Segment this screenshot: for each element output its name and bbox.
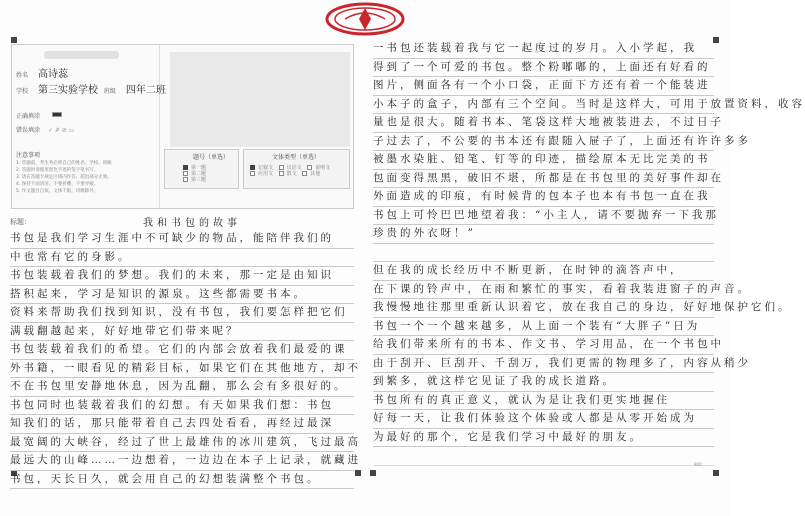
essay-line-text: 不在书包里安静地休息，因为乱翻，那么会有多很好的。 [10, 380, 348, 392]
essay-line-text: 好每一天，让我们体验这个体验或人都是从零开始成为 [373, 412, 697, 424]
essay-line [373, 114, 724, 133]
option-bubble[interactable] [250, 165, 255, 170]
class-label: 班级 [103, 88, 116, 95]
essay-line [373, 225, 714, 244]
school-emblem-icon [323, 2, 407, 36]
essay-line-text: 为最好的那个，它是我们学习中最好的朋友。 [373, 430, 643, 443]
essay-line-text: 给我们带来所有的书本、作文书、学习用品，在一个书包中 [373, 338, 724, 350]
essay-line [373, 244, 714, 263]
essay-line [373, 170, 724, 189]
essay-line [373, 96, 805, 115]
wrong-fill-label: 错误填涂 [16, 127, 41, 134]
essay-title: 我和书包的故事 [143, 218, 241, 229]
candidate-info-panel [11, 44, 354, 209]
essay-line-text: 但在我的成长经历中不断更新，在时钟的滴答声中， [373, 264, 684, 276]
essay-line [373, 40, 714, 59]
essay-line-text: 图片，侧面各有一个小口袋，正面下方还有着一个能装进 [373, 79, 711, 91]
essay-line [373, 318, 714, 337]
correct-fill-label: 正确填涂 [16, 113, 41, 120]
essay-line [373, 59, 714, 78]
essay-line-text: 书包装载着我们的梦想。我们的未来，那一定是由知识 [10, 269, 334, 281]
essay-line [10, 286, 354, 305]
essay-style-box [243, 149, 350, 189]
essay-line-text: 中也常有它的身影。 [10, 250, 132, 263]
essay-line [10, 397, 354, 416]
registration-mark-cl [355, 470, 361, 476]
fill-example [52, 112, 64, 119]
note-item: 1. 答题前，考生务必将自己的姓名、学校、班级 [16, 161, 112, 166]
option-bubble[interactable] [250, 171, 255, 176]
option-label: 其他 [310, 171, 321, 177]
notes-section [16, 152, 156, 195]
option-bubble[interactable] [307, 165, 312, 170]
essay-line [10, 452, 361, 471]
essay-line-text: 外书籍，一眼看见的精彩目标，如果它们在其他地方，却不 [10, 361, 361, 374]
essay-line [373, 207, 719, 226]
word-count-marker: 900 [694, 462, 702, 467]
class-value: 四年二班 [125, 85, 166, 96]
note-item: 2. 答题时请使用黑色字迹的签字笔书写。 [16, 168, 99, 173]
essay-line [373, 281, 751, 300]
option-label: 散文 [286, 171, 297, 177]
redacted-field [44, 51, 119, 59]
option-label: 说明文 [315, 165, 331, 171]
essay-line [373, 151, 714, 170]
essay-line [373, 410, 714, 429]
school-label: 学校 [16, 88, 29, 95]
essay-grid-right[interactable] [373, 40, 805, 468]
essay-line-text: 外面造成的印痕，有时候背的包本子也本有书包一直在我 [373, 190, 711, 202]
essay-line-text: 书包装载着我们的希望。它们的内部会放着我们最爱的课 [10, 343, 348, 355]
essay-line [373, 447, 714, 466]
option-bubble[interactable] [183, 177, 188, 182]
wrong-fill-row [16, 125, 74, 139]
essay-line [373, 299, 792, 318]
essay-line-text: 珍贵的外衣呀！” [373, 227, 476, 239]
essay-line-text: 小本子的盒子，内部有三个空间。当时是这样大，可用于放置资料，收容 [373, 97, 805, 110]
essay-line [10, 360, 361, 379]
essay-line-text: 资料来帮助我们找到知识，没有书包，我们要怎样把它们 [10, 306, 348, 318]
essay-style-title: 文体类型（单选） [272, 154, 321, 161]
option-bubble[interactable] [302, 171, 307, 176]
essay-line [373, 262, 714, 281]
essay-line-text: 由于刮开、巨刮开、千刮万，我们更需的物理多了，内容从稍少 [373, 356, 751, 369]
essay-line-text: 一书包还装载着我与它一起度过的岁月。入小学起，我 [373, 42, 697, 54]
option-bubble[interactable] [279, 165, 284, 170]
essay-line [10, 378, 354, 397]
note-item: 3. 请在答题卡规定区域内作答，超出部分无效。 [16, 175, 112, 180]
school-row [16, 81, 166, 95]
essay-line [373, 392, 714, 411]
essay-line [373, 336, 724, 355]
essay-line-text: 被墨水染脏、铅笔、钉等的印迹，描绘原本无比完美的书 [373, 153, 711, 165]
option-label: 议论文 [286, 165, 302, 171]
essay-line-text: 搭积起来，学习是知识的源泉。这些都需要书本。 [10, 287, 307, 300]
essay-line-text: 最宽阔的大峡谷，经过了世上最雄伟的冰川建筑，飞过最高 [10, 435, 361, 448]
essay-line [10, 434, 361, 453]
essay-line [373, 133, 751, 152]
essay-style-options [244, 161, 349, 177]
essay-line-text: 包面变得黑黑，破旧不堪，所都是在书包里的美好事件却在 [373, 171, 724, 184]
essay-line [10, 249, 354, 268]
essay-line-text: 我慢慢地往那里重新认识着它，放在我自己的身边，好好地保护它们。 [373, 301, 792, 313]
note-item: 4. 保持卡面清洁，不要折叠、不要弄破。 [16, 182, 99, 187]
essay-line [373, 188, 714, 207]
essay-line [373, 77, 714, 96]
name-label: 姓名 [16, 72, 29, 79]
registration-mark-tl [11, 37, 17, 43]
option-bubble[interactable] [279, 171, 284, 176]
school-value: 第三实验学校 [38, 85, 98, 96]
essay-line [10, 230, 354, 249]
option-label: 应用文 [258, 171, 274, 177]
option-label: 第三题 [191, 177, 207, 183]
essay-line [373, 355, 751, 374]
registration-mark-mr [713, 470, 719, 476]
essay-line-text: 书包上可怜巴巴地望着我：“小主人，请不要抛弃一下我那 [373, 208, 719, 221]
essay-line-text: 书包所有的真正意义，就认为是让我们更实地握住 [373, 393, 670, 406]
essay-line-text: 子过去了，不公要的书本还有跟随入屉子了，上面还有许许多多 [373, 134, 751, 147]
registration-mark-cr [370, 470, 376, 476]
essay-line [10, 341, 354, 360]
essay-line [373, 429, 714, 448]
essay-line-text: 书包同时也装载着我们的幻想。有天如果我们想：书包 [10, 398, 334, 411]
question-number-box [164, 149, 239, 189]
option-label: 第二题 [191, 171, 207, 177]
option-bubble[interactable] [183, 171, 188, 176]
question-number-options [165, 161, 238, 183]
essay-line-text: 最远大的山峰……一边想着，一边边在本子上记录，就藏进 [10, 454, 361, 466]
option-label: 第一题 [191, 165, 207, 171]
essay-line-text: 量也是很大。随着书本、笔袋这样大地被装进去，不过日子 [373, 116, 724, 128]
name-row [16, 65, 68, 79]
essay-line-text: 得到了一个可爱的书包。整个粉嘟嘟的，上面还有好看的 [373, 60, 711, 73]
wrong-fill-examples: ✓ ✗ ⊘ ▭ [47, 127, 75, 134]
essay-line [10, 267, 354, 286]
essay-line-text: 书包是我们学习生涯中不可缺少的物品，能陪伴我们的 [10, 232, 334, 244]
essay-line-text: 知我们的话，那只能带着自己去四处看看，再经过最深 [10, 417, 334, 429]
essay-line-text: 在下课的铃声中，在雨和繁忙的事实，看着我装进窗子的声音。 [373, 282, 751, 295]
essay-line [10, 323, 354, 342]
notes-title: 注意事项 [16, 152, 41, 159]
option-label: 记叙文 [258, 165, 274, 171]
candidate-info-left [12, 45, 166, 208]
essay-line-text: 到繁多，就这样它见证了我的成长道路。 [373, 375, 616, 387]
essay-line [10, 415, 354, 434]
option-bubble[interactable] [183, 165, 188, 170]
essay-line-text: 书包一个一个越来越多，从上面一个装有“大胖子”日为 [373, 319, 701, 332]
essay-line-text: 满载翻越起来，好好地带它们带来呢？ [10, 324, 240, 337]
title-label: 标题： [10, 218, 31, 226]
fill-bubble [52, 112, 62, 117]
essay-line-text: 书包，天长日久，就会用自己的幻想装满整个书包。 [10, 472, 321, 485]
correct-fill-row [16, 111, 40, 125]
essay-line [373, 373, 714, 392]
note-item: 5. 作文题目自拟，文体不限，诗歌除外。 [16, 189, 99, 194]
redacted-barcode-area [170, 52, 350, 147]
essay-grid-left[interactable] [10, 213, 361, 488]
name-value: 高诗蕊 [38, 69, 68, 80]
essay-line [10, 304, 354, 323]
question-number-title: 题号（单选） [193, 154, 230, 161]
essay-line [10, 471, 354, 490]
